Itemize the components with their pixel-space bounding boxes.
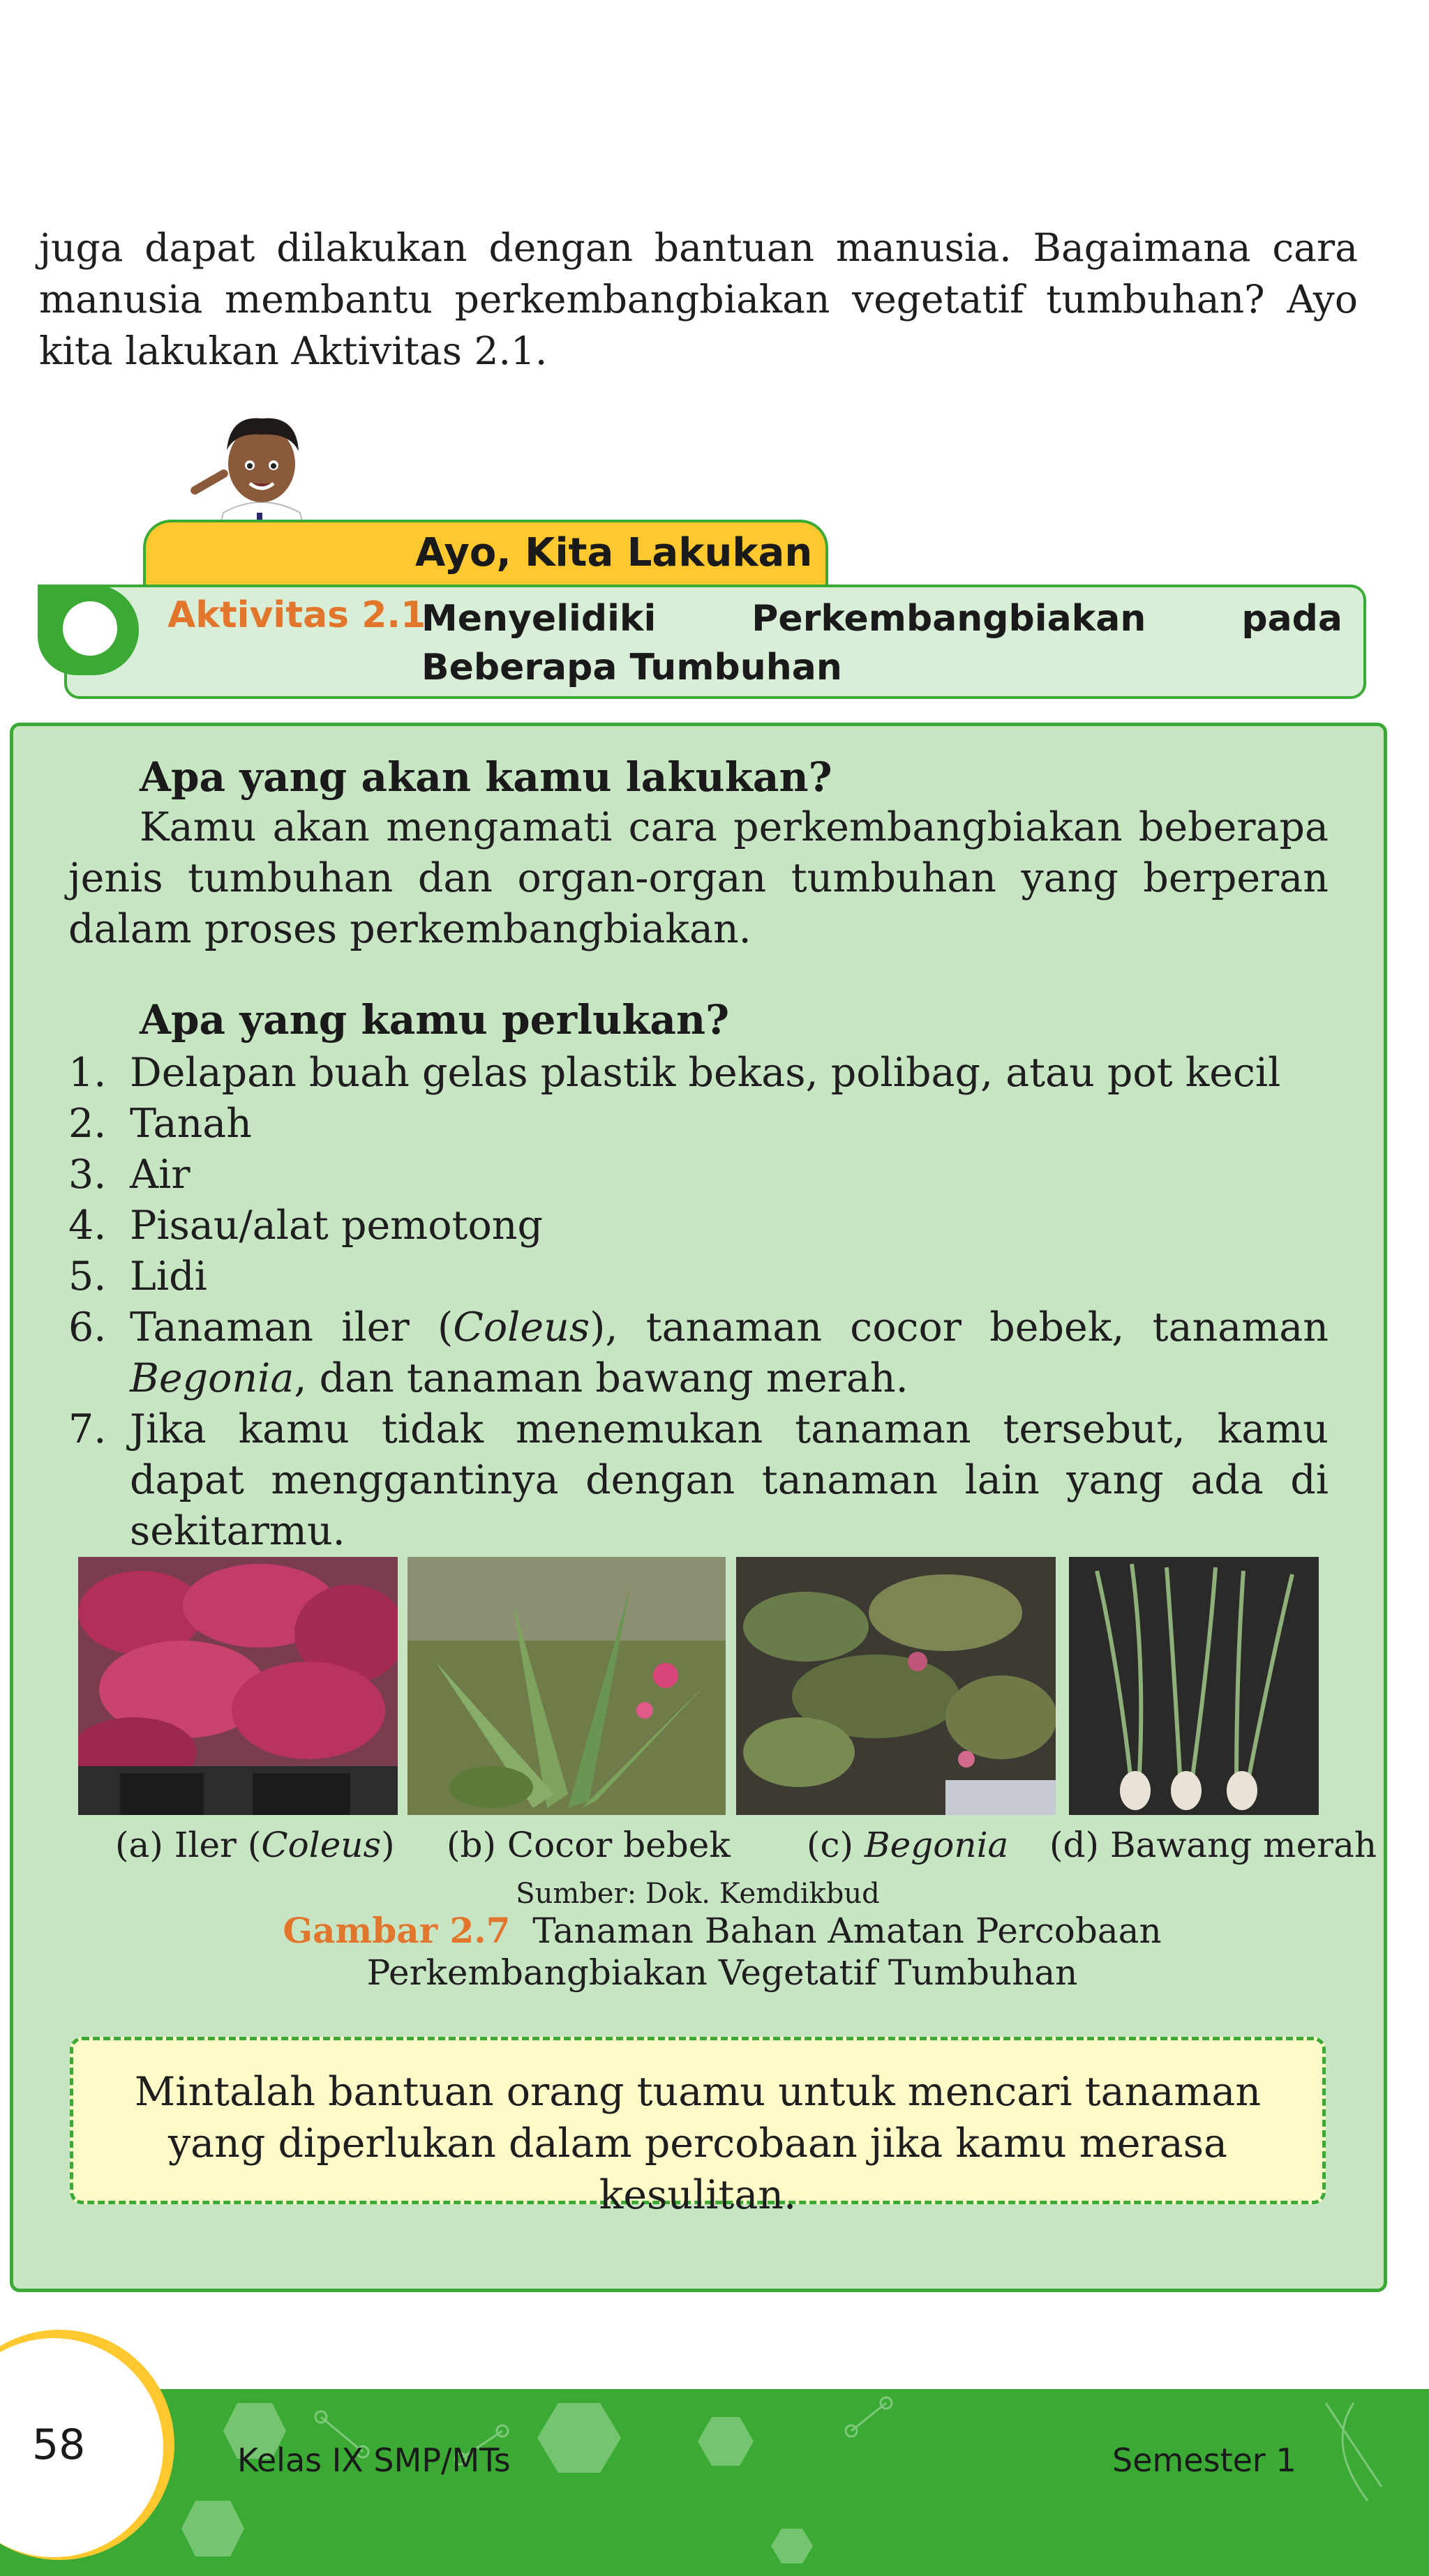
activity-title: Menyelidiki Perkembangbiakan pada Beberapa Tumbuhan bbox=[421, 598, 1342, 688]
section-heading-what-to-do: Apa yang akan kamu lakukan? bbox=[140, 753, 832, 801]
note-text: Mintalah bantuan orang tuamu untuk mencari tanaman yang diperlukan dalam percobaan jika kamu merasa kesulitan. bbox=[134, 2069, 1262, 2218]
footer-class-label: Kelas IX SMP/MTs bbox=[237, 2441, 511, 2479]
list-item: 2. Tanah bbox=[68, 1101, 252, 1147]
caption-a: (a) Iler (Coleus) bbox=[115, 1825, 395, 1865]
list-item: 7. Jika kamu tidak menemukan tanaman tersebut, kamu dapat menggantinya dengan tanaman lain yang ada di sekitarmu. bbox=[68, 1406, 1329, 1554]
list-item: 4. Pisau/alat pemotong bbox=[68, 1203, 543, 1249]
section-heading-materials: Apa yang kamu perlukan? bbox=[140, 996, 730, 1044]
figure-number: Gambar 2.7 bbox=[283, 1910, 511, 1951]
figure-source: Sumber: Dok. Kemdikbud bbox=[516, 1878, 880, 1910]
caption-c: (c) Begonia bbox=[807, 1825, 1009, 1865]
activity-bullet-icon-center bbox=[63, 601, 117, 656]
footer-semester-label: Semester 1 bbox=[1112, 2441, 1296, 2479]
materials-list bbox=[68, 1048, 1329, 1557]
hexagon-pattern-decoration bbox=[181, 2389, 1429, 2576]
list-item: 1. Delapan buah gelas plastik bekas, polibag, atau pot kecil bbox=[68, 1050, 1281, 1096]
activity-number: Aktivitas 2.1 bbox=[167, 594, 426, 636]
section-text-what-to-do: Kamu akan mengamati cara perkembangbiakan beberapa jenis tumbuhan dan organ-organ tumbuhan yang berperan dalam proses perkembangbiakan. bbox=[68, 804, 1329, 952]
caption-d: (d) Bawang merah bbox=[1049, 1825, 1377, 1865]
photo-coleus bbox=[78, 1557, 398, 1815]
list-item: 6. Tanaman iler (Coleus), tanaman cocor bebek, tanaman Begonia, dan tanaman bawang merah. bbox=[68, 1304, 1329, 1401]
intro-paragraph: juga dapat dilakukan dengan bantuan manusia. Bagaimana cara manusia membantu perkembangbiakan vegetatif tumbuhan? Ayo kita lakukan Aktivitas 2.1. bbox=[39, 225, 1358, 373]
photo-cocor-bebek bbox=[407, 1557, 726, 1815]
page-number: 58 bbox=[32, 2420, 86, 2469]
activity-tab-label: Ayo, Kita Lakukan bbox=[415, 530, 813, 575]
list-item: 3. Air bbox=[68, 1152, 190, 1198]
photo-bawang-merah bbox=[1069, 1557, 1319, 1815]
list-item: 5. Lidi bbox=[68, 1253, 207, 1300]
figure-title: Tanaman Bahan Amatan Percobaan Perkembangbiakan Vegetatif Tumbuhan bbox=[366, 1911, 1162, 1993]
photo-begonia bbox=[736, 1557, 1056, 1815]
figure-caption bbox=[147, 1910, 1298, 1994]
caption-b: (b) Cocor bebek bbox=[447, 1825, 731, 1865]
